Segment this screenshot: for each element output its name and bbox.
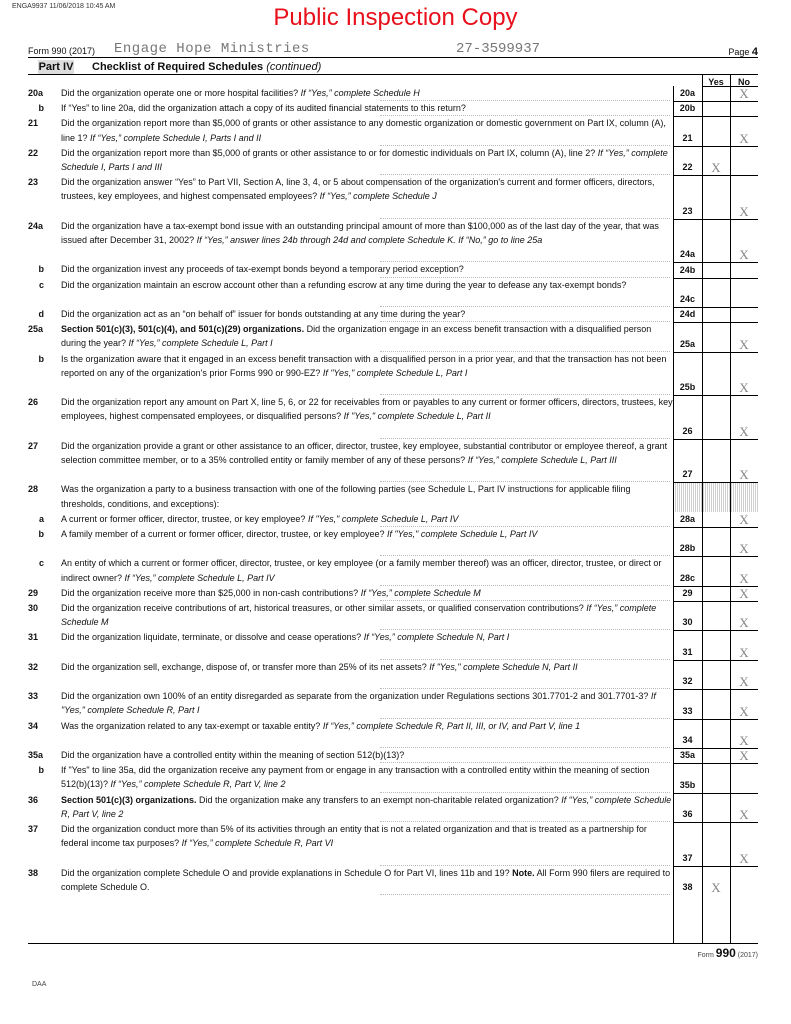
question-body: An entity of which a current or former officer, director, trustee, or key employee (or a family member thereof) was an officer, director, trustee, or direct or indirect owner?: [61, 558, 662, 583]
question-instruction: If “Yes,” complete Schedule L, Part I: [128, 338, 273, 349]
question-number: 23: [28, 177, 39, 188]
question-number: 24a: [28, 220, 44, 231]
question-body: Did the organization report more than $5,000 of grants or other assistance to any domestic organization or domestic government on Part IX, column (A), line 1?: [61, 118, 666, 143]
dotted-leader: [380, 894, 670, 895]
question-body: Did the organization have a tax-exempt bond issue with an outstanding principal amount of more than $100,000 as of the last day of the year, that was issued after December 31, 2002?: [61, 220, 659, 245]
question-number: b: [38, 765, 44, 776]
no-checkbox[interactable]: X: [739, 423, 749, 439]
question-row: [28, 763, 668, 792]
question-instruction: If “Yes,” complete Schedule R, Part VI: [181, 838, 334, 849]
question-number: b: [38, 264, 44, 275]
question-row: [28, 439, 668, 483]
no-checkbox[interactable]: X: [739, 467, 749, 483]
question-instruction: If “Yes,” answer lines 24b through 24d and complete Schedule K. If “No,” go to line 25a: [196, 235, 543, 245]
dotted-leader: [380, 688, 670, 689]
question-row: [28, 719, 668, 748]
line-number-label: 26: [682, 425, 693, 436]
question-instruction: If "Yes," complete Schedule L, Part I: [322, 367, 468, 378]
question-text: [61, 146, 676, 174]
dotted-leader: [380, 394, 670, 395]
question-body: Did the organization make any transfers to an exempt non-charitable related organization?: [196, 794, 562, 805]
question-text: [61, 601, 676, 629]
line-number-label: 24d: [679, 309, 696, 320]
footer-year: (2017): [737, 952, 758, 959]
question-instruction: If “Yes,” complete Schedule L, Part III: [467, 455, 617, 465]
question-body: Did the organization operate one or more hospital facilities?: [61, 88, 301, 98]
question-number: 38: [28, 867, 39, 878]
question-text: [61, 278, 676, 292]
column-line: [673, 86, 674, 943]
shaded-cell: [673, 483, 758, 511]
question-row: [28, 175, 668, 219]
question-number: 22: [28, 147, 39, 158]
form-header: [28, 43, 758, 58]
question-text: [61, 439, 676, 467]
dotted-leader: [380, 145, 670, 146]
question-instruction: If “Yes,” complete Schedule R, Part II, III, or IV, and Part V, line 1: [322, 720, 581, 731]
question-body: Did the organization act as an “on behalf of” issuer for bonds outstanding at any time during the year?: [61, 309, 466, 319]
question-instruction: If "Yes," complete Schedule L, Part IV: [386, 529, 538, 539]
question-instruction: If “Yes,” complete Schedule N, Part I: [363, 632, 510, 643]
organization-name: Engage Hope Ministries: [114, 41, 310, 57]
line-number-label: 29: [682, 588, 693, 598]
question-text: [61, 763, 676, 791]
no-checkbox[interactable]: X: [739, 203, 749, 219]
footer-form-number: 990: [715, 946, 736, 960]
dotted-leader: [380, 762, 670, 763]
question-instruction: If “Yes,” complete Schedule J: [319, 191, 437, 202]
question-instruction: If “Yes,” complete Schedule I, Parts I and III: [61, 147, 668, 172]
row-divider: [673, 866, 758, 867]
question-row: [28, 116, 668, 145]
no-checkbox[interactable]: X: [739, 541, 749, 557]
dotted-leader: [380, 438, 670, 439]
question-instruction: If "Yes," complete Schedule L, Part II: [343, 411, 491, 422]
question-number: 31: [28, 632, 39, 643]
question-row: [28, 660, 668, 689]
dotted-leader: [380, 174, 670, 175]
question-body: Was the organization related to any tax-exempt or taxable entity?: [61, 720, 323, 731]
no-checkbox[interactable]: X: [739, 615, 749, 631]
line-number-label: 32: [682, 676, 693, 687]
line-number-label: 36: [682, 809, 693, 819]
dotted-leader: [380, 306, 670, 307]
question-instruction: If “Yes,” complete Schedule L, Part IV: [124, 572, 275, 583]
question-row: [28, 278, 668, 307]
question-row: [28, 866, 671, 895]
question-text: [61, 527, 676, 541]
row-divider: [673, 219, 758, 220]
line-number-label: 28b: [679, 543, 696, 554]
line-number-label: 31: [682, 646, 693, 657]
line-number-label: 25b: [679, 382, 696, 393]
row-divider: [673, 822, 758, 823]
column-line: [730, 74, 731, 943]
line-number-label: 20b: [679, 103, 696, 114]
form-label: Form 990 (2017): [28, 46, 96, 56]
dotted-leader: [380, 115, 670, 116]
no-checkbox[interactable]: X: [739, 850, 749, 866]
question-text: [61, 175, 676, 203]
line-number-label: 33: [682, 705, 693, 716]
page-number: 4: [751, 46, 758, 58]
line-number-label: 21: [682, 132, 693, 143]
dotted-leader: [380, 629, 670, 630]
question-text: [61, 116, 676, 144]
question-body: Did the organization invest any proceeds of tax-exempt bonds beyond a temporary period exception?: [61, 264, 464, 275]
dotted-leader: [380, 526, 670, 527]
no-checkbox[interactable]: X: [739, 130, 749, 146]
question-row: [28, 352, 668, 396]
question-text: [61, 748, 676, 762]
no-checkbox[interactable]: X: [739, 512, 749, 527]
question-number: 34: [28, 720, 39, 731]
question-row: [28, 630, 668, 659]
question-number: 36: [28, 794, 39, 805]
question-number: a: [38, 513, 44, 524]
question-text: [61, 793, 676, 821]
line-number-label: 28a: [679, 514, 696, 524]
row-divider: [673, 439, 758, 440]
question-row: [28, 586, 668, 601]
question-number: 32: [28, 661, 39, 672]
yes-column-header: Yes: [708, 77, 724, 87]
question-row: [28, 219, 668, 263]
question-text: [61, 586, 676, 600]
question-row: [28, 86, 668, 101]
question-body: Did the organization maintain an escrow account other than a refunding escrow at any time during the year to defease any tax-exempt bonds?: [61, 279, 627, 290]
row-divider: [673, 793, 758, 794]
dotted-leader: [380, 351, 670, 352]
no-column-header: No: [738, 77, 750, 87]
row-divider: [673, 527, 758, 528]
question-number: b: [38, 529, 44, 539]
question-text: [61, 630, 676, 644]
question-text: [61, 307, 676, 321]
question-body: Did the organization complete Schedule O and provide explanations in Schedule O for Part VI, lines 11b and 19?: [61, 867, 513, 878]
question-text: [61, 86, 676, 100]
question-instruction: If “Yes,” complete Schedule M: [360, 587, 481, 598]
question-row: [28, 822, 668, 866]
dotted-leader: [380, 792, 670, 793]
question-text: [61, 395, 676, 423]
question-text: [61, 660, 676, 674]
question-instruction: If "Yes," complete Schedule L, Part IV: [307, 513, 459, 524]
question-row: [28, 101, 668, 116]
no-checkbox[interactable]: X: [739, 674, 749, 690]
part-header: [28, 60, 758, 75]
dotted-leader: [380, 261, 670, 262]
question-text: [61, 822, 676, 850]
question-number: c: [38, 279, 44, 290]
question-body: Did the organization answer “Yes” to Part VII, Section A, line 3, 4, or 5 about compensation of the organization's current and former officers, directors, trustees, key employees, and highest compensated employees?: [61, 177, 655, 202]
line-number-label: 28c: [679, 572, 696, 583]
question-number: 25a: [28, 324, 44, 335]
row-divider: [673, 175, 758, 176]
row-divider: [673, 601, 758, 602]
row-divider: [673, 660, 758, 661]
question-number: 35a: [28, 750, 44, 760]
no-checkbox[interactable]: X: [739, 86, 749, 102]
no-checkbox[interactable]: X: [739, 336, 749, 352]
question-row: [28, 556, 668, 585]
question-instruction: If "Yes," complete Schedule R, Part I: [61, 691, 656, 716]
question-body: If "Yes" to line 35a, did the organization receive any payment from or engage in any transaction with a controlled entity within the meaning of section 512(b)(13)?: [61, 765, 650, 790]
footer-form-word: Form: [697, 952, 714, 959]
question-number: 26: [28, 397, 39, 408]
question-number: 29: [28, 587, 39, 598]
ein-number: 27-3599937: [456, 41, 541, 57]
question-text: [61, 719, 676, 733]
question-row: [28, 146, 668, 175]
question-text: [61, 352, 676, 380]
question-text: [61, 556, 676, 584]
question-body: Did the organization receive contributions of art, historical treasures, or other similar assets, or qualified conservation contributions?: [61, 603, 587, 613]
question-row: [28, 322, 668, 351]
question-number: c: [38, 558, 44, 569]
page-label: Page: [728, 47, 750, 57]
dotted-leader: [380, 321, 670, 322]
line-number-label: 24a: [679, 249, 696, 260]
dotted-leader: [380, 100, 670, 101]
row-divider: [673, 556, 758, 557]
no-checkbox[interactable]: X: [739, 247, 749, 263]
row-divider: [673, 322, 758, 323]
question-text: [61, 866, 676, 894]
question-row: [28, 262, 668, 277]
question-number: d: [38, 309, 44, 319]
question-instruction: If "Yes," complete Schedule N, Part II: [429, 661, 578, 672]
no-checkbox[interactable]: X: [739, 380, 749, 396]
question-instruction: If “Yes,” complete Schedule M: [61, 603, 657, 628]
line-number-label: 24b: [679, 264, 696, 275]
question-number: 33: [28, 691, 39, 702]
question-instruction: If “Yes,” complete Schedule H: [300, 88, 420, 98]
line-number-label: 25a: [679, 338, 696, 349]
question-text: [61, 219, 676, 247]
line-number-label: 27: [682, 469, 693, 480]
question-number: 20a: [28, 88, 44, 98]
bottom-rule: [28, 943, 758, 944]
question-body: Did the organization sell, exchange, dispose of, or transfer more than 25% of its net assets?: [61, 661, 430, 672]
question-body: Did the organization engage in an excess benefit transaction with a disqualified person during the year?: [61, 324, 652, 349]
dotted-leader: [380, 718, 670, 719]
question-body: If “Yes” to line 20a, did the organization attach a copy of its audited financial statements to this return?: [61, 103, 466, 114]
line-number-label: 22: [682, 162, 693, 173]
question-instruction: If “Yes,” complete Schedule R, Part V, line 2: [110, 779, 286, 790]
no-checkbox[interactable]: X: [739, 748, 749, 764]
question-body: Did the organization report any amount on Part X, line 5, 6, or 22 for receivables from or payables to any current or former officers, directors, trustees, key employees, highest compensated employees, or disqualified persons?: [61, 397, 673, 422]
form-footer: [697, 946, 758, 960]
row-divider: [673, 307, 758, 308]
line-number-label: 38: [682, 882, 693, 892]
question-text: [61, 512, 676, 526]
question-body: Was the organization a party to a business transaction with one of the following parties (see Schedule L, Part IV instructions for applicable filing thresholds, conditions, and exceptions):: [61, 484, 631, 509]
row-divider: [673, 116, 758, 117]
row-divider: [673, 262, 758, 263]
question-note-body: All Form 990 filers are required to complete Schedule O.: [61, 867, 671, 892]
question-row: [28, 793, 672, 822]
question-text: [61, 689, 676, 717]
question-instruction: If “Yes,” complete Schedule I, Parts I and II: [90, 132, 262, 143]
line-number-label: 23: [682, 205, 693, 216]
question-number: 21: [28, 118, 39, 129]
question-number: 27: [28, 440, 39, 451]
dotted-leader: [380, 555, 670, 556]
row-divider: [673, 278, 758, 279]
question-row: [28, 527, 668, 556]
no-checkbox[interactable]: X: [739, 644, 749, 660]
row-divider: [673, 630, 758, 631]
question-note-lead: Note.: [512, 867, 535, 878]
dotted-leader: [380, 865, 670, 866]
line-number-label: 30: [682, 617, 693, 628]
question-body: A family member of a current or former officer, director, trustee, or key employee?: [61, 529, 387, 539]
no-checkbox[interactable]: X: [739, 586, 749, 601]
line-number-label: 35b: [679, 779, 696, 790]
question-number: b: [38, 103, 44, 114]
page-indicator: [728, 46, 758, 58]
no-checkbox[interactable]: X: [739, 703, 749, 719]
question-text: [61, 262, 676, 276]
question-instruction: If “Yes,” complete Schedule R, Part V, line 2: [61, 794, 672, 819]
dotted-leader: [380, 277, 670, 278]
question-text: [61, 482, 676, 510]
question-body: Did the organization own 100% of an entity disregarded as separate from the organization under Regulations sections 301.7701-2 and 301.7701-3?: [61, 691, 651, 702]
part-tag: Part IV: [38, 61, 74, 73]
dotted-leader: [380, 821, 670, 822]
dotted-leader: [380, 747, 670, 748]
question-number: 37: [28, 824, 39, 834]
row-divider: [673, 763, 758, 764]
question-body: Did the organization have a controlled entity within the meaning of section 512(b)(13)?: [61, 750, 405, 760]
question-row: [28, 395, 673, 439]
timestamp-stamp: ENGA9937 11/06/2018 10:45 AM: [12, 3, 116, 10]
no-checkbox[interactable]: X: [739, 570, 749, 586]
question-text: [61, 101, 676, 115]
line-number-label: 24c: [679, 294, 696, 304]
part-title-text: Checklist of Required Schedules: [92, 61, 264, 73]
dotted-leader: [380, 585, 670, 586]
public-inspection-watermark: Public Inspection Copy: [273, 4, 518, 31]
row-divider: [673, 689, 758, 690]
question-row: [28, 689, 668, 718]
question-row: [28, 748, 668, 763]
question-body: Did the organization conduct more than 5% of its activities through an entity that is not a related organization and that is treated as a partnership for federal income tax purposes?: [61, 824, 647, 849]
dotted-leader: [380, 218, 670, 219]
question-body: Is the organization aware that it engaged in an excess benefit transaction with a disqualified person in a prior year, and that the transaction has not been reported on any of the organization's prior Forms 990 or 990-EZ?: [61, 353, 667, 378]
question-number: 28: [28, 484, 39, 495]
line-number-label: 34: [682, 735, 693, 745]
question-body: Did the organization liquidate, terminate, or dissolve and cease operations?: [61, 632, 364, 643]
row-divider: [673, 719, 758, 720]
row-divider: [673, 352, 758, 353]
row-divider: [673, 395, 758, 396]
no-checkbox[interactable]: X: [739, 807, 749, 822]
question-bold-lead: Section 501(c)(3) organizations.: [61, 794, 197, 805]
question-row: [28, 307, 668, 322]
question-text: [61, 322, 676, 350]
part-title: [92, 60, 321, 74]
line-number-label: 35a: [679, 750, 696, 761]
column-line: [702, 74, 703, 943]
question-body: Did the organization provide a grant or other assistance to an officer, director, trustee, key employee, substantial contributor or employee thereof, a grant selection committee member, or to a 35% controlled entity or family member of any of these persons?: [61, 440, 668, 465]
yes-checkbox[interactable]: X: [711, 160, 721, 176]
question-bold-lead: Section 501(c)(3), 501(c)(4), and 501(c)(29) organizations.: [61, 324, 305, 335]
daa-label: DAA: [32, 981, 47, 988]
question-row: [28, 512, 668, 527]
question-body: Did the organization receive more than $25,000 in non-cash contributions?: [61, 587, 361, 598]
question-body: Did the organization report more than $5,000 of grants or other assistance to or for domestic individuals on Part IX, column (A), line 2?: [61, 147, 598, 158]
question-body: A current or former officer, director, trustee, or key employee?: [61, 513, 308, 524]
row-divider: [673, 101, 758, 102]
question-number: 30: [28, 603, 39, 613]
no-checkbox[interactable]: X: [739, 733, 749, 748]
dotted-leader: [380, 481, 670, 482]
line-number-label: 20a: [679, 88, 696, 99]
question-number: b: [38, 353, 44, 364]
row-divider: [673, 146, 758, 147]
dotted-leader: [380, 600, 670, 601]
question-row: [28, 601, 668, 630]
part-title-suffix: (continued): [266, 61, 322, 73]
yes-checkbox[interactable]: X: [711, 880, 721, 895]
dotted-leader: [380, 659, 670, 660]
line-number-label: 37: [682, 852, 693, 863]
question-row: [28, 482, 668, 511]
